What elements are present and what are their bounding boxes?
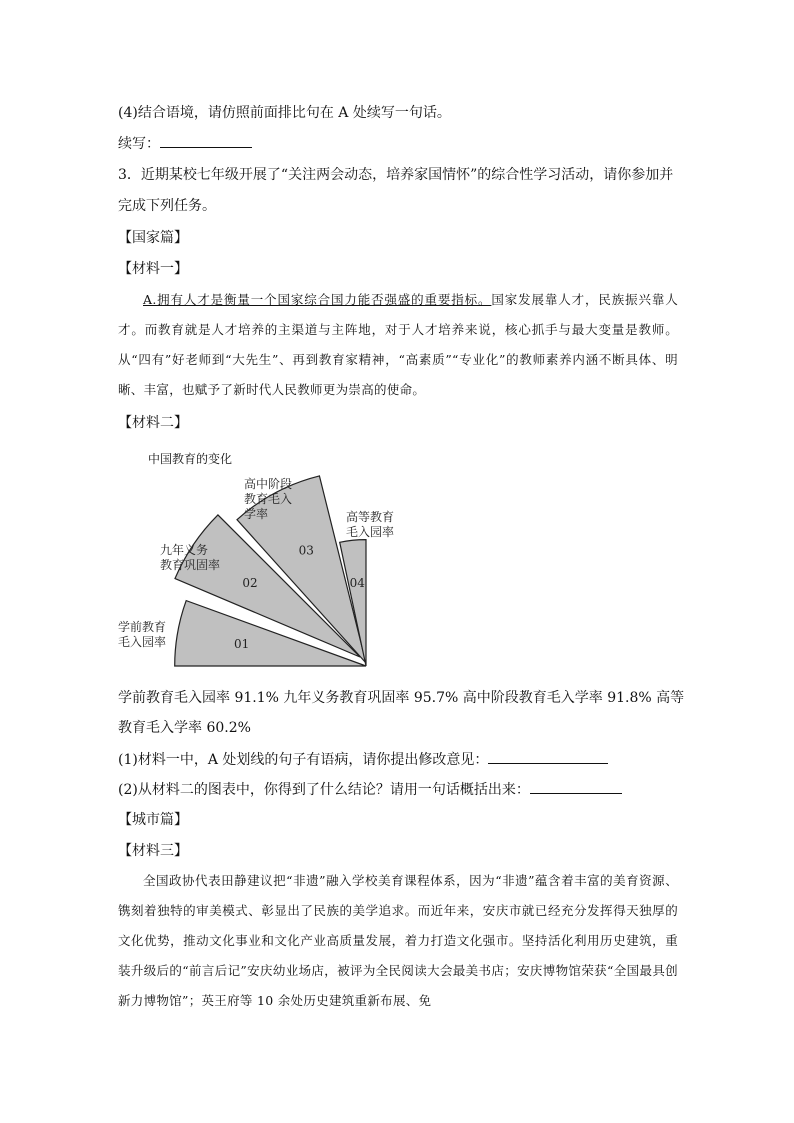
slice-number-label-highschool: 03 — [298, 543, 314, 558]
slice-number-label-higher: 04 — [349, 576, 365, 590]
q4-answer-blank[interactable] — [160, 133, 252, 148]
category-label-higher — [346, 509, 394, 539]
material2-summary-line2: 教育毛入学率 60.2% — [118, 720, 251, 736]
category-label-preschool — [118, 619, 166, 649]
material3-paragraph: 全国政协代表田静建议把“非遗”融入学校美育课程体系，因为“非遗”蕴含着丰富的美育资源、镌刻着独特的审美模式、彰显出了民族的美学追求。而近年来，安庆市就已经充分发挥得天独厚的文化优势，推动文化事业和文化产业高质量发展，着力打造文化强市。坚持活化利用历史建筑，重装升级后的“前言后记”安庆幼业场店，被评为全民阅读大会最美书店；安庆博物馆荣获“全国最具创新力博物馆”；英王府等 10 余处历史建筑重新布展、免 — [118, 873, 678, 1008]
category-label-line: 高中阶段 — [244, 477, 293, 491]
category-label-line: 教育巩固率 — [160, 558, 221, 572]
material1-label: 【材料一】 — [118, 261, 188, 277]
q4-answer-label: 续写： — [118, 136, 160, 152]
education-fan-chart — [110, 470, 395, 680]
category-label-line: 高等教育 — [346, 510, 395, 524]
q4-answer — [118, 133, 252, 154]
material1-paragraph — [118, 285, 678, 405]
question-1-answer-blank[interactable] — [488, 749, 608, 764]
question-2-text: (2)从材料二的图表中，你得到了什么结论？请用一句话概括出来： — [118, 782, 530, 798]
category-label-line: 学率 — [244, 507, 269, 521]
slice-number-label-compulsory: 02 — [242, 575, 258, 590]
question-1 — [118, 749, 608, 770]
question-2-answer-blank[interactable] — [530, 779, 622, 794]
question-2 — [118, 779, 622, 800]
category-label-line: 九年义务 — [160, 543, 209, 557]
material3-label: 【材料三】 — [118, 843, 188, 859]
material1-body: 国家发展靠人才，民族振兴靠人才。而教育就是人才培养的主渠道与主阵地，对于人才培养来说，核心抓手与最大变量是教师。从“四有”好老师到“大先生”、再到教育家精神，“高素质”“专业化”的教师素养内涵不断具体、明晰、丰富，也赋予了新时代人民教师更为崇高的使命。 — [118, 292, 679, 397]
question-1-text: (1)材料一中，A 处划线的句子有语病，请你提出修改意见： — [118, 752, 489, 768]
category-label-line: 学前教育 — [118, 620, 167, 634]
material1-underlined-sentence: A.拥有人才是衡量一个国家综合国力能否强盛的重要指标。 — [143, 292, 492, 307]
material2-summary-line1: 学前教育毛入园率 91.1% 九年义务教育巩固率 95.7% 高中阶段教育毛入学率 91.8% 高等 — [118, 690, 685, 706]
slice-number-label-preschool: 01 — [234, 637, 250, 652]
material2-label: 【材料二】 — [118, 415, 188, 431]
q4-prompt: (4)结合语境，请仿照前面排比句在 A 处续写一句话。 — [118, 105, 451, 121]
section-city-heading: 【城市篇】 — [118, 812, 188, 828]
chart-title: 中国教育的变化 — [148, 452, 233, 466]
section-country-heading: 【国家篇】 — [118, 230, 188, 246]
q3-intro-line2: 完成下列任务。 — [118, 198, 216, 214]
category-label-line: 教育毛入 — [244, 492, 293, 506]
category-label-line: 毛入园率 — [346, 525, 395, 539]
q3-intro-line1: 3．近期某校七年级开展了“关注两会动态，培养家国情怀”的综合性学习活动，请你参加并 — [118, 167, 674, 183]
category-label-line: 毛入园率 — [118, 635, 167, 649]
